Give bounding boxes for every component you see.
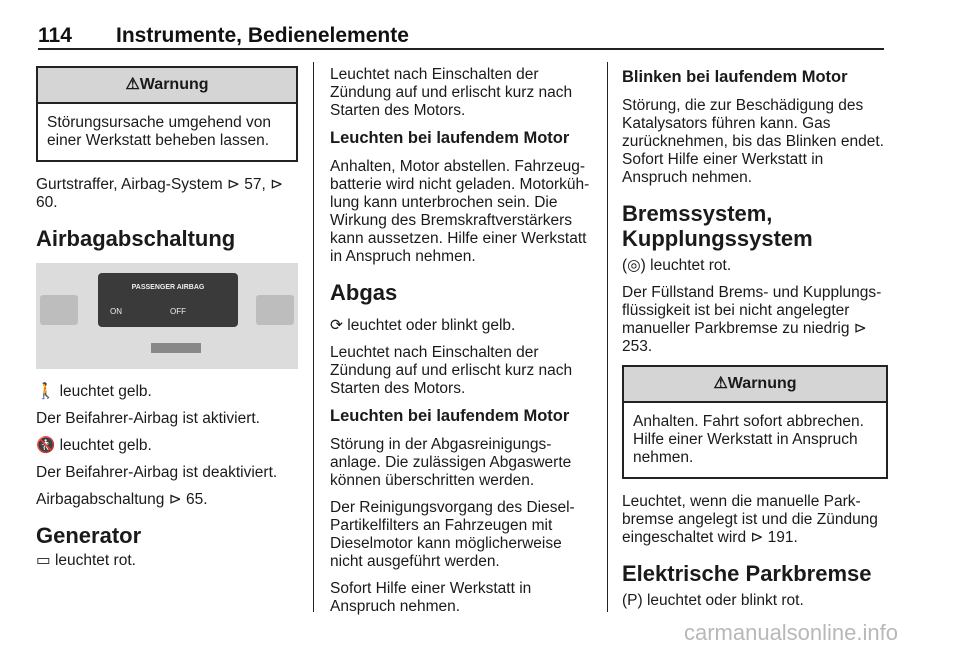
airbag-indicator-panel (98, 273, 238, 327)
paragraph: 🚷 leuchtet gelb. (36, 437, 152, 454)
heading-generator: Generator (36, 523, 142, 548)
figure-on-label: ON (110, 307, 122, 316)
column-2 (330, 66, 595, 625)
dome-lamp-left (40, 295, 78, 325)
paragraph: Leuchtet nach Einschalten der Zündung auf und erlischt kurz nach Starten des Motors. (330, 66, 573, 119)
figure-strip (151, 343, 201, 353)
subheading: Leuchten bei laufendem Motor (330, 129, 570, 147)
warning-box (622, 365, 888, 479)
figure-label: PASSENGER AIRBAG (131, 284, 205, 291)
warning-text: Störungsursache umgehend von einer Werkstatt beheben lassen. (47, 114, 272, 149)
paragraph: (◎) leuchtet rot. (622, 257, 732, 274)
heading-abgas: Abgas (330, 280, 398, 305)
paragraph: Der Beifahrer-Airbag ist deaktiviert. (36, 464, 278, 481)
paragraph: (P) leuchtet oder blinkt rot. (622, 592, 804, 609)
watermark: carmanualsonline.info (683, 620, 898, 645)
paragraph: Der Reinigungsvorgang des Diesel-Partikelfilters an Fahrzeugen mit Dieselmotor kann möglicherweise nicht ausgeführt werden. (330, 499, 575, 570)
paragraph: Anhalten, Motor abstellen. Fahrzeugbatterie wird nicht geladen. Motorkühlung kann unterbrochen sein. Die Wirkung des Bremskraftverstärkers kann aussetzen. Hilfe einer Werkstatt in Anspruch nehmen. (330, 158, 590, 265)
column-1 (36, 66, 298, 579)
header-rule (38, 48, 884, 50)
page-number: 114 (38, 24, 72, 47)
paragraph: Airbagabschaltung ⊳ 65. (36, 491, 208, 508)
page-header (38, 24, 409, 48)
paragraph: Leuchtet nach Einschalten der Zündung auf und erlischt kurz nach Starten des Motors. (330, 344, 573, 397)
warning-header: ⚠Warnung (624, 367, 886, 403)
paragraph: 🚶 leuchtet gelb. (36, 383, 152, 400)
paragraph: Leuchtet, wenn die manuelle Parkbremse angelegt ist und die Zündung eingeschaltet wird ⊳ 191. (622, 493, 878, 546)
subheading: Blinken bei laufendem Motor (622, 68, 848, 86)
paragraph: Der Füllstand Brems- und Kupplungsflüssigkeit ist bei nicht angelegter manueller Parkbremse zu niedrig ⊳ 253. (622, 284, 882, 355)
warning-box (36, 66, 298, 162)
warning-icon: ⚠ (125, 76, 140, 93)
heading-bremssystem: Bremssystem, Kupplungssystem (622, 201, 813, 251)
paragraph: Störung in der Abgasreinigungsanlage. Die zulässigen Abgaswerte können überschritten werden. (330, 436, 572, 489)
paragraph: Gurtstraffer, Airbag-System ⊳ 57, ⊳ 60. (36, 176, 284, 211)
warning-header: ⚠Warnung (38, 68, 296, 104)
column-divider (313, 62, 314, 612)
paragraph: ⟳ leuchtet oder blinkt gelb. (330, 317, 516, 334)
subheading: Leuchten bei laufendem Motor (330, 407, 570, 425)
heading-airbag: Airbagabschaltung (36, 226, 236, 251)
figure-off-label: OFF (170, 307, 186, 316)
column-3 (622, 66, 888, 619)
airbag-panel-figure (36, 263, 298, 369)
column-divider (607, 62, 608, 612)
heading-parkbremse: Elektrische Parkbremse (622, 561, 872, 586)
paragraph: ▭ leuchtet rot. (36, 552, 136, 569)
paragraph: Sofort Hilfe einer Werkstatt in Anspruch nehmen. (330, 580, 532, 615)
paragraph: Der Beifahrer-Airbag ist aktiviert. (36, 410, 260, 427)
dome-lamp-right (256, 295, 294, 325)
warning-text: Anhalten. Fahrt sofort abbrechen. Hilfe einer Werkstatt in Anspruch nehmen. (633, 413, 864, 466)
paragraph: Störung, die zur Beschädigung des Katalysators führen kann. Gas zurücknehmen, bis das Blinken endet. Sofort Hilfe einer Werkstatt in Anspruch nehmen. (622, 97, 884, 186)
page-title: Instrumente, Bedienelemente (116, 24, 409, 47)
warning-icon: ⚠ (713, 375, 728, 392)
